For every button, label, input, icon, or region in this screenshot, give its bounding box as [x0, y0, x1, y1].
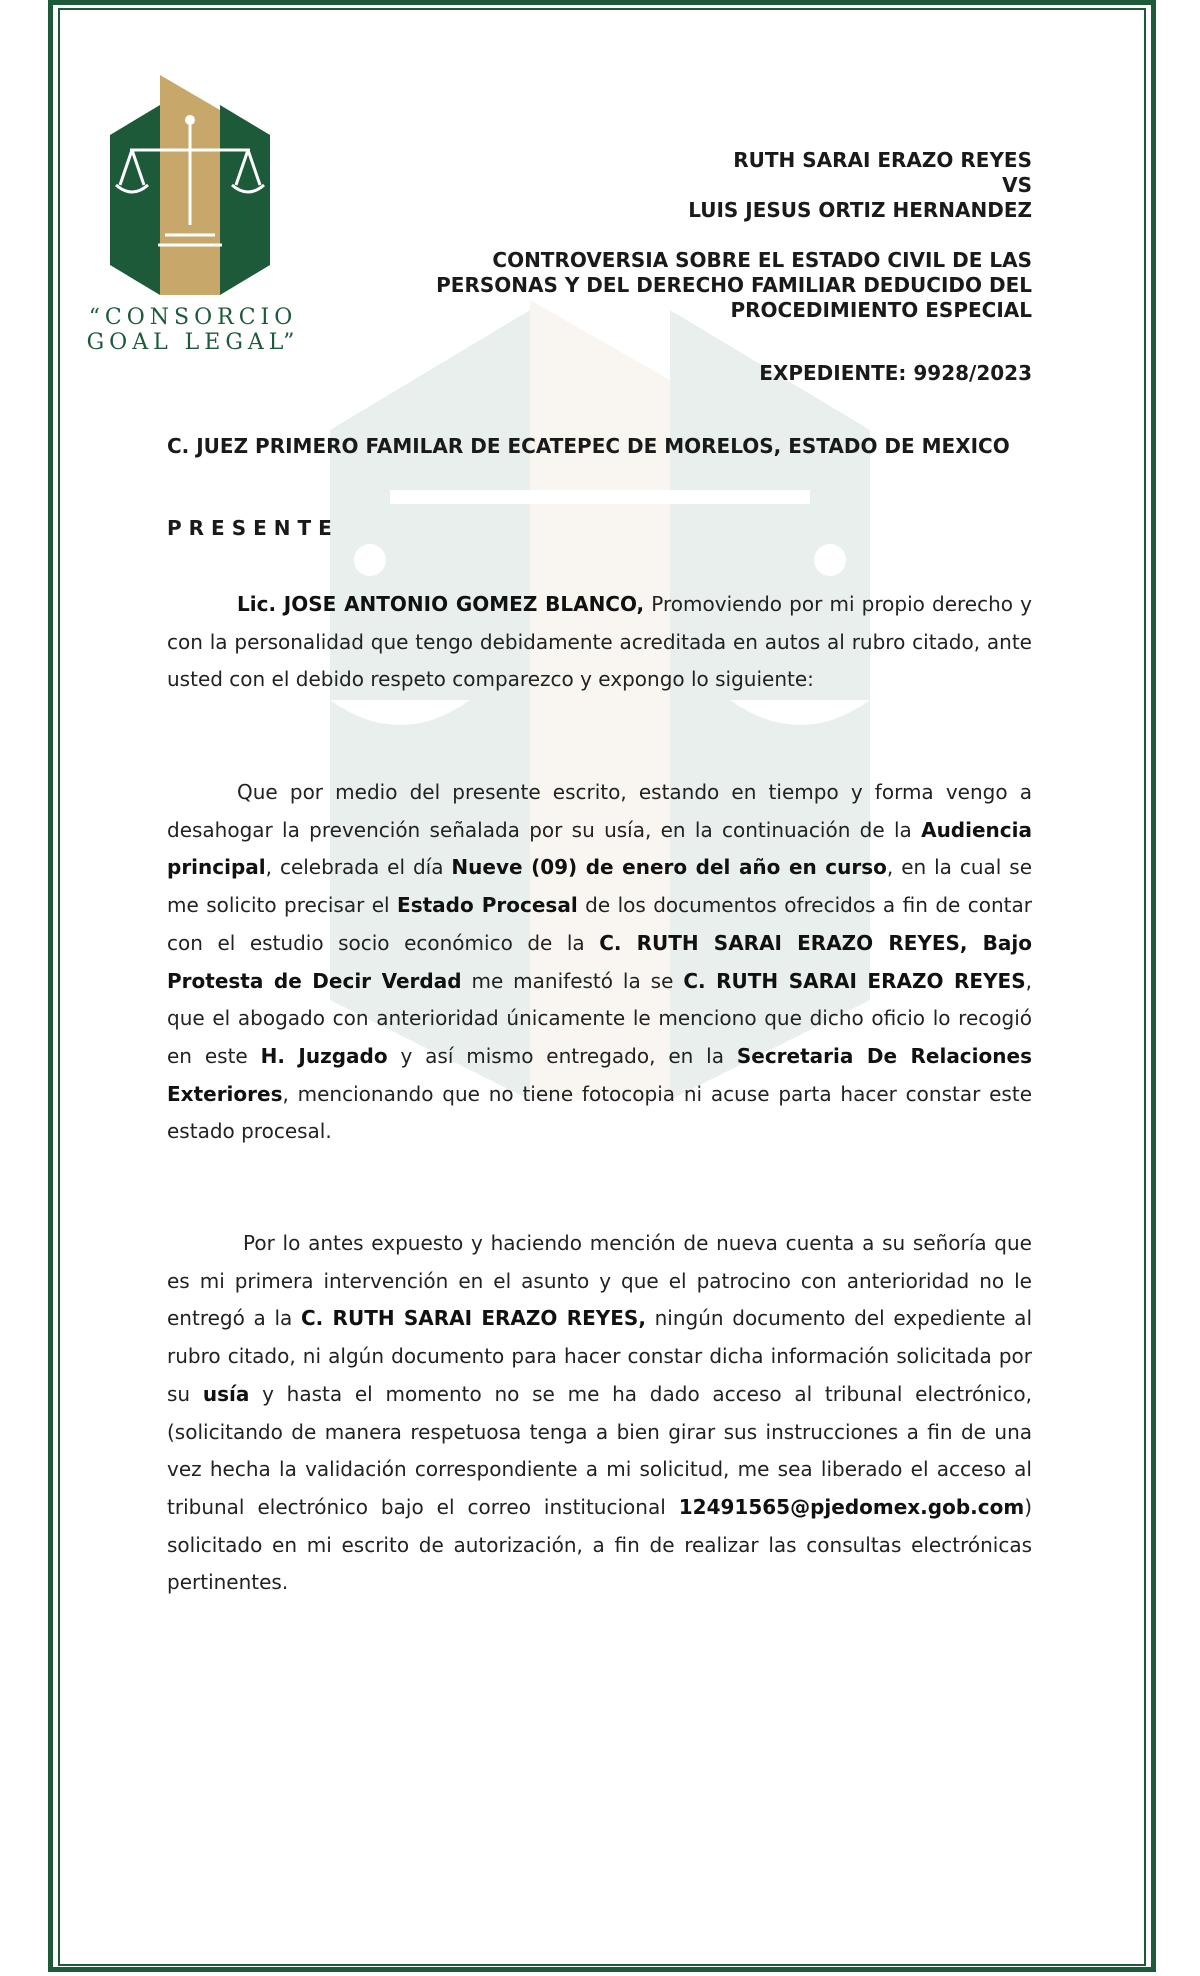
party-plaintiff: RUTH SARAI ERAZO REYES [733, 148, 1032, 172]
presente-heading: PRESENTE [167, 516, 339, 540]
matter-line-3: PROCEDIMIENTO ESPECIAL [730, 298, 1032, 322]
party-defendant: LUIS JESUS ORTIZ HERNANDEZ [688, 198, 1032, 222]
matter-line-1: CONTROVERSIA SOBRE EL ESTADO CIVIL DE LAS [492, 248, 1032, 272]
logo-text-goal-legal: GOAL LEGAL” [86, 330, 300, 355]
case-number: EXPEDIENTE: 9928/2023 [759, 361, 1032, 385]
matter-line-2: PERSONAS Y DEL DERECHO FAMILIAR DEDUCIDO DEL [436, 273, 1032, 297]
paragraph-request: Por lo antes expuesto y haciendo mención de nueva cuenta a su señoría que es mi primera intervención en el asunto y que el patrocino con anterioridad no le entregó a la C. RUTH SARAI ERAZO REYES, ningún documento del expediente al rubro citado, ni algún documento para hacer constar dicha información solicitada por su usía y hasta el momento no se me ha dado acceso al tribunal electrónico,(solicitando de manera respetuosa tenga a bien girar sus instrucciones a fin de una vez hecha la validación correspondiente a mi solicitud, me sea liberado el acceso al tribunal electrónico bajo el correo institucional 12491565@pjedomex.gob.com) solicitado en mi escrito de autorización, a fin de realizar las consultas electrónicas pertinentes. [167, 1231, 1033, 1595]
consorcio-goal-legal-logo [110, 75, 270, 305]
institutional-email: 12491565@pjedomex.gob.com [678, 1494, 1025, 1519]
logo-text-consorcio: “CONSORCIO [88, 305, 298, 330]
versus-label: VS [1002, 173, 1032, 197]
attorney-name: Lic. JOSE ANTONIO GOMEZ BLANCO, [237, 592, 645, 616]
paragraph-statement: Que por medio del presente escrito, estando en tiempo y forma vengo a desahogar la prevención señalada por su usía, en la continuación de la Audiencia principal, celebrada el día Nueve (09) de enero del año en curso, en la cual se me solicito precisar el Estado Procesal de los documentos ofrecidos a fin de contar con el estudio socio económico de la C. RUTH SARAI ERAZO REYES, Bajo Protesta de Decir Verdad me manifestó la se C. RUTH SARAI ERAZO REYES, que el abogado con anterioridad únicamente le menciono que dicho oficio lo recogió en este H. Juzgado y así mismo entregado, en la Secretaria De Relaciones Exteriores, mencionando que no tiene fotocopia ni acuse parta hacer constar este estado procesal. [167, 780, 1033, 1144]
paragraph-introduction: Lic. JOSE ANTONIO GOMEZ BLANCO, Promoviendo por mi propio derecho y con la personalidad que tengo debidamente acreditada en autos al rubro citado, ante usted con el debido respeto comparezco y expongo lo siguiente: [167, 592, 1032, 692]
addressee-judge: C. JUEZ PRIMERO FAMILAR DE ECATEPEC DE MORELOS, ESTADO DE MEXICO [167, 434, 1010, 458]
